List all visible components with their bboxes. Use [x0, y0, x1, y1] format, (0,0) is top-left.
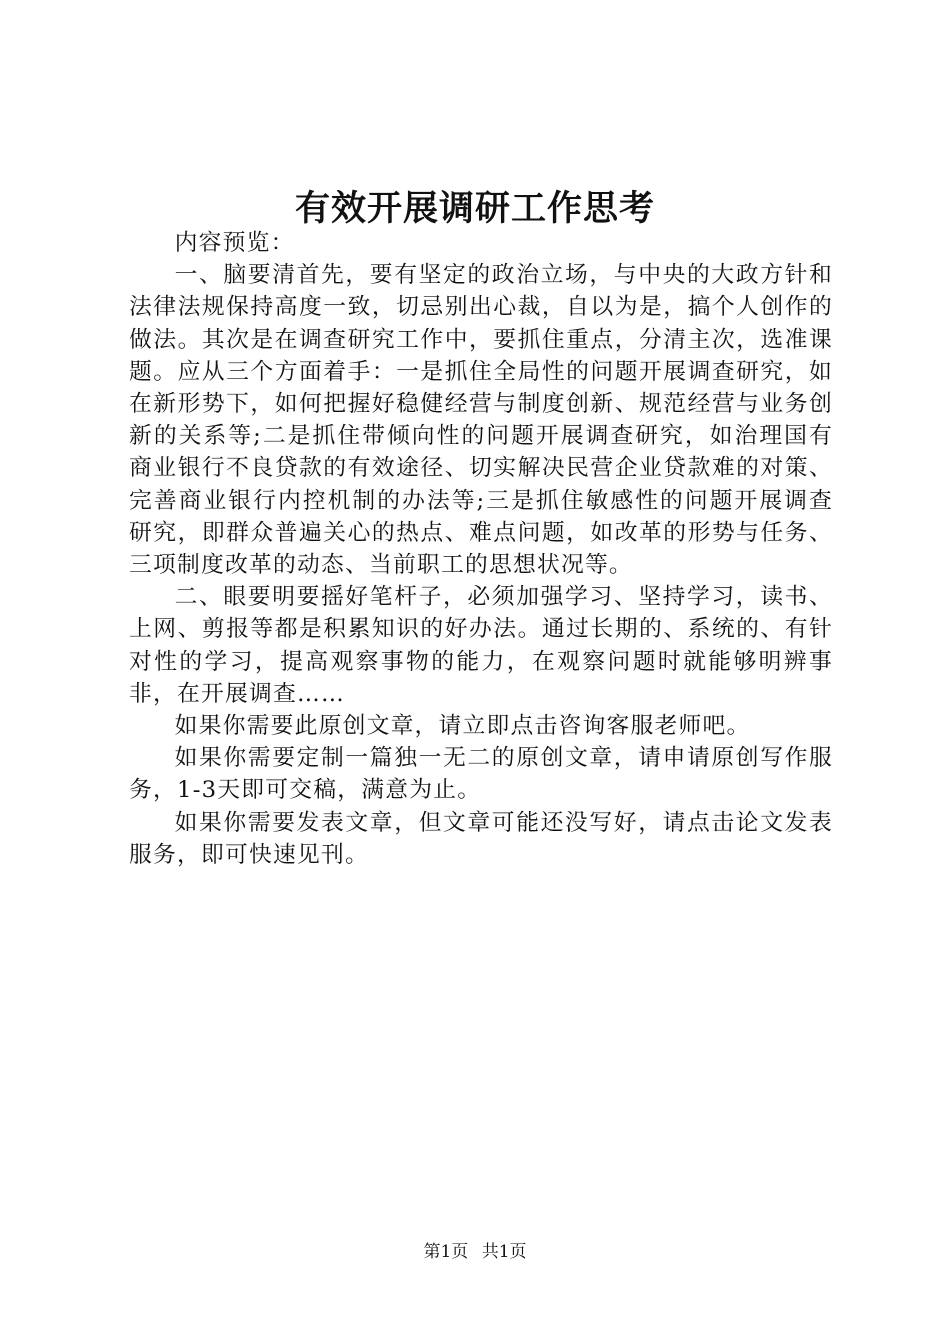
document-body: [129, 227, 833, 871]
preview-label: 内容预览：: [174, 230, 295, 256]
paragraph-publication: 如果你需要发表文章，但文章可能还没写好，请点击论文发表服务，即可快速见刊。: [129, 809, 833, 868]
document-title: 有效开展调研工作思考: [294, 188, 655, 229]
page-total: 共1页: [481, 1242, 527, 1262]
paragraph-2: 二、眼要明要摇好笔杆子，必须加强学习、坚持学习，读书、上网、剪报等都是积累知识的好办法。通过长期的、系统的、有针对性的学习，提高观察事物的能力，在观察问题时就能够明辨事非，在开展调查……: [129, 584, 833, 707]
paragraph-custom-writing: 如果你需要定制一篇独一无二的原创文章，请申请原创写作服务，1-3天即可交稿，满意为止。: [129, 745, 833, 804]
paragraph-consult: 如果你需要此原创文章，请立即点击咨询客服老师吧。: [174, 713, 751, 740]
page-number: 第1页: [423, 1242, 469, 1262]
paragraph-1: 一、脑要清首先，要有坚定的政治立场，与中央的大政方针和法律法规保持高度一致，切忌别出心裁，自以为是，搞个人创作的做法。其次是在调查研究工作中，要抓住重点，分清主次，选准课题。应从三个方面着手：一是抓住全局性的问题开展调查研究，如在新形势下，如何把握好稳健经营与制度创新、规范经营与业务创新的关系等;二是抓住带倾向性的问题开展调查研究，如治理国有商业银行不良贷款的有效途径、切实解决民营企业贷款难的对策、完善商业银行内控机制的办法等;三是抓住敏感性的问题开展调查研究，即群众普遍关心的热点、难点问题，如改革的形势与任务、三项制度改革的动态、当前职工的思想状况等。: [129, 262, 833, 579]
page-footer: [0, 1240, 950, 1264]
